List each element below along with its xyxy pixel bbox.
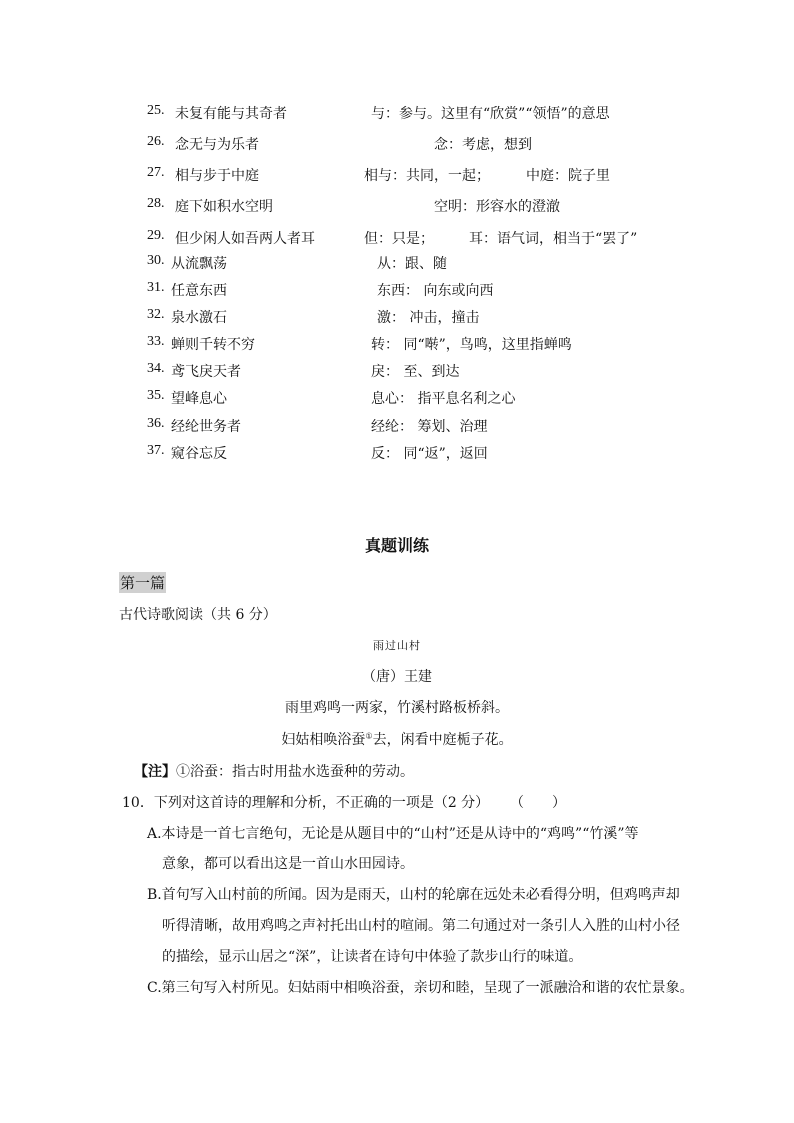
vocab-gloss: 经纶： 筹划、治理 <box>371 419 488 435</box>
note-text: ①浴蚕：指古时用盐水选蚕种的劳动。 <box>176 764 414 780</box>
poem-line <box>0 729 794 749</box>
option-a-line: A.本诗是一首七言绝句，无论是从题目中的“山村”还是从诗中的“鸡鸣”“竹溪”等 <box>147 826 639 842</box>
vocab-gloss: 激： 冲击，撞击 <box>377 310 480 326</box>
vocab-gloss: 但：只是； <box>364 231 434 247</box>
vocab-phrase: 望峰息心 <box>171 391 227 407</box>
poem-note <box>134 761 414 781</box>
option-c-line: C.第三句写入村所见。妇姑雨中相唤浴蚕，亲切和睦，呈现了一派融洽和谐的农忙景象。 <box>147 980 694 996</box>
vocab-gloss: 息心： 指平息名利之心 <box>371 391 516 407</box>
poem-author: （唐）王建 <box>362 669 432 685</box>
vocab-phrase: 泉水激石 <box>171 310 227 326</box>
vocab-gloss: 与：参与。这里有“欣赏”“领悟”的意思 <box>371 106 610 122</box>
vocab-gloss-secondary: 耳：语气词，相当于“罢了” <box>469 231 638 247</box>
vocab-number: 27. <box>147 165 165 180</box>
option-b-line: 听得清晰，故用鸡鸣之声衬托出山村的喧闹。第二句通过对一条引人入胜的山村小径 <box>162 918 680 934</box>
vocab-phrase: 庭下如积水空明 <box>175 199 273 215</box>
vocab-gloss: 相与：共同，一起； <box>364 168 490 184</box>
footnote-marker: ① <box>365 731 373 741</box>
vocab-phrase: 蝉则千转不穷 <box>171 337 255 353</box>
vocab-number: 32. <box>147 307 165 322</box>
vocab-gloss: 念：考虑，想到 <box>434 137 532 153</box>
vocab-phrase: 但少闲人如吾两人者耳 <box>175 231 315 247</box>
section-tag: 第一篇 <box>120 574 166 592</box>
option-a-line: 意象，都可以看出这是一首山水田园诗。 <box>162 856 414 872</box>
vocab-phrase: 窥谷忘反 <box>171 446 227 462</box>
poem-title: 雨过山村 <box>373 639 421 652</box>
vocab-number: 34. <box>147 361 165 376</box>
vocab-phrase: 念无与为乐者 <box>175 137 259 153</box>
option-b-line: B.首句写入山村前的所闻。因为是雨天，山村的轮廓在远处未必看得分明，但鸡鸣声却 <box>147 887 680 903</box>
question-stem: 10．下列对这首诗的理解和分析，不正确的一项是（2 分） <box>122 795 490 811</box>
vocab-phrase: 相与步于中庭 <box>175 168 259 184</box>
vocab-gloss: 从：跟、随 <box>377 256 447 272</box>
answer-blank: （ ） <box>510 795 566 811</box>
poem-line-part: 妇姑相唤浴蚕 <box>281 732 366 748</box>
vocab-number: 33. <box>147 334 165 349</box>
option-b-line: 的描绘，显示山居之“深”，让读者在诗句中体验了款步山行的味道。 <box>162 949 583 965</box>
poem-line-part: 去，闲看中庭栀子花。 <box>372 732 513 748</box>
vocab-gloss: 反： 同“返”，返回 <box>371 446 488 462</box>
vocab-phrase: 鸢飞戾天者 <box>171 364 241 380</box>
vocab-number: 25. <box>147 103 165 118</box>
vocab-phrase: 经纶世务者 <box>171 419 241 435</box>
vocab-number: 36. <box>147 416 165 431</box>
section-title: 真题训练 <box>364 536 429 555</box>
vocab-number: 26. <box>147 134 165 149</box>
vocab-number: 37. <box>147 443 165 458</box>
vocab-gloss: 转： 同“啭”，鸟鸣，这里指蝉鸣 <box>371 337 572 353</box>
vocab-number: 30. <box>147 253 165 268</box>
vocab-number: 29. <box>147 228 165 243</box>
vocab-gloss: 戾： 至、到达 <box>371 364 460 380</box>
vocab-phrase: 任意东西 <box>171 283 227 299</box>
vocab-gloss: 空明：形容水的澄澈 <box>434 199 560 215</box>
note-label: 【注】 <box>134 764 176 780</box>
poem-line: 雨里鸡鸣一两家，竹溪村路板桥斜。 <box>285 700 509 716</box>
vocab-gloss-secondary: 中庭：院子里 <box>526 168 610 184</box>
vocab-phrase: 未复有能与其奇者 <box>175 106 287 122</box>
vocab-phrase: 从流飘荡 <box>171 256 227 272</box>
vocab-number: 35. <box>147 388 165 403</box>
vocab-number: 31. <box>147 280 165 295</box>
vocab-gloss: 东西： 向东或向西 <box>377 283 494 299</box>
vocab-number: 28. <box>147 196 165 211</box>
question-header: 古代诗歌阅读（共 6 分） <box>119 607 277 623</box>
